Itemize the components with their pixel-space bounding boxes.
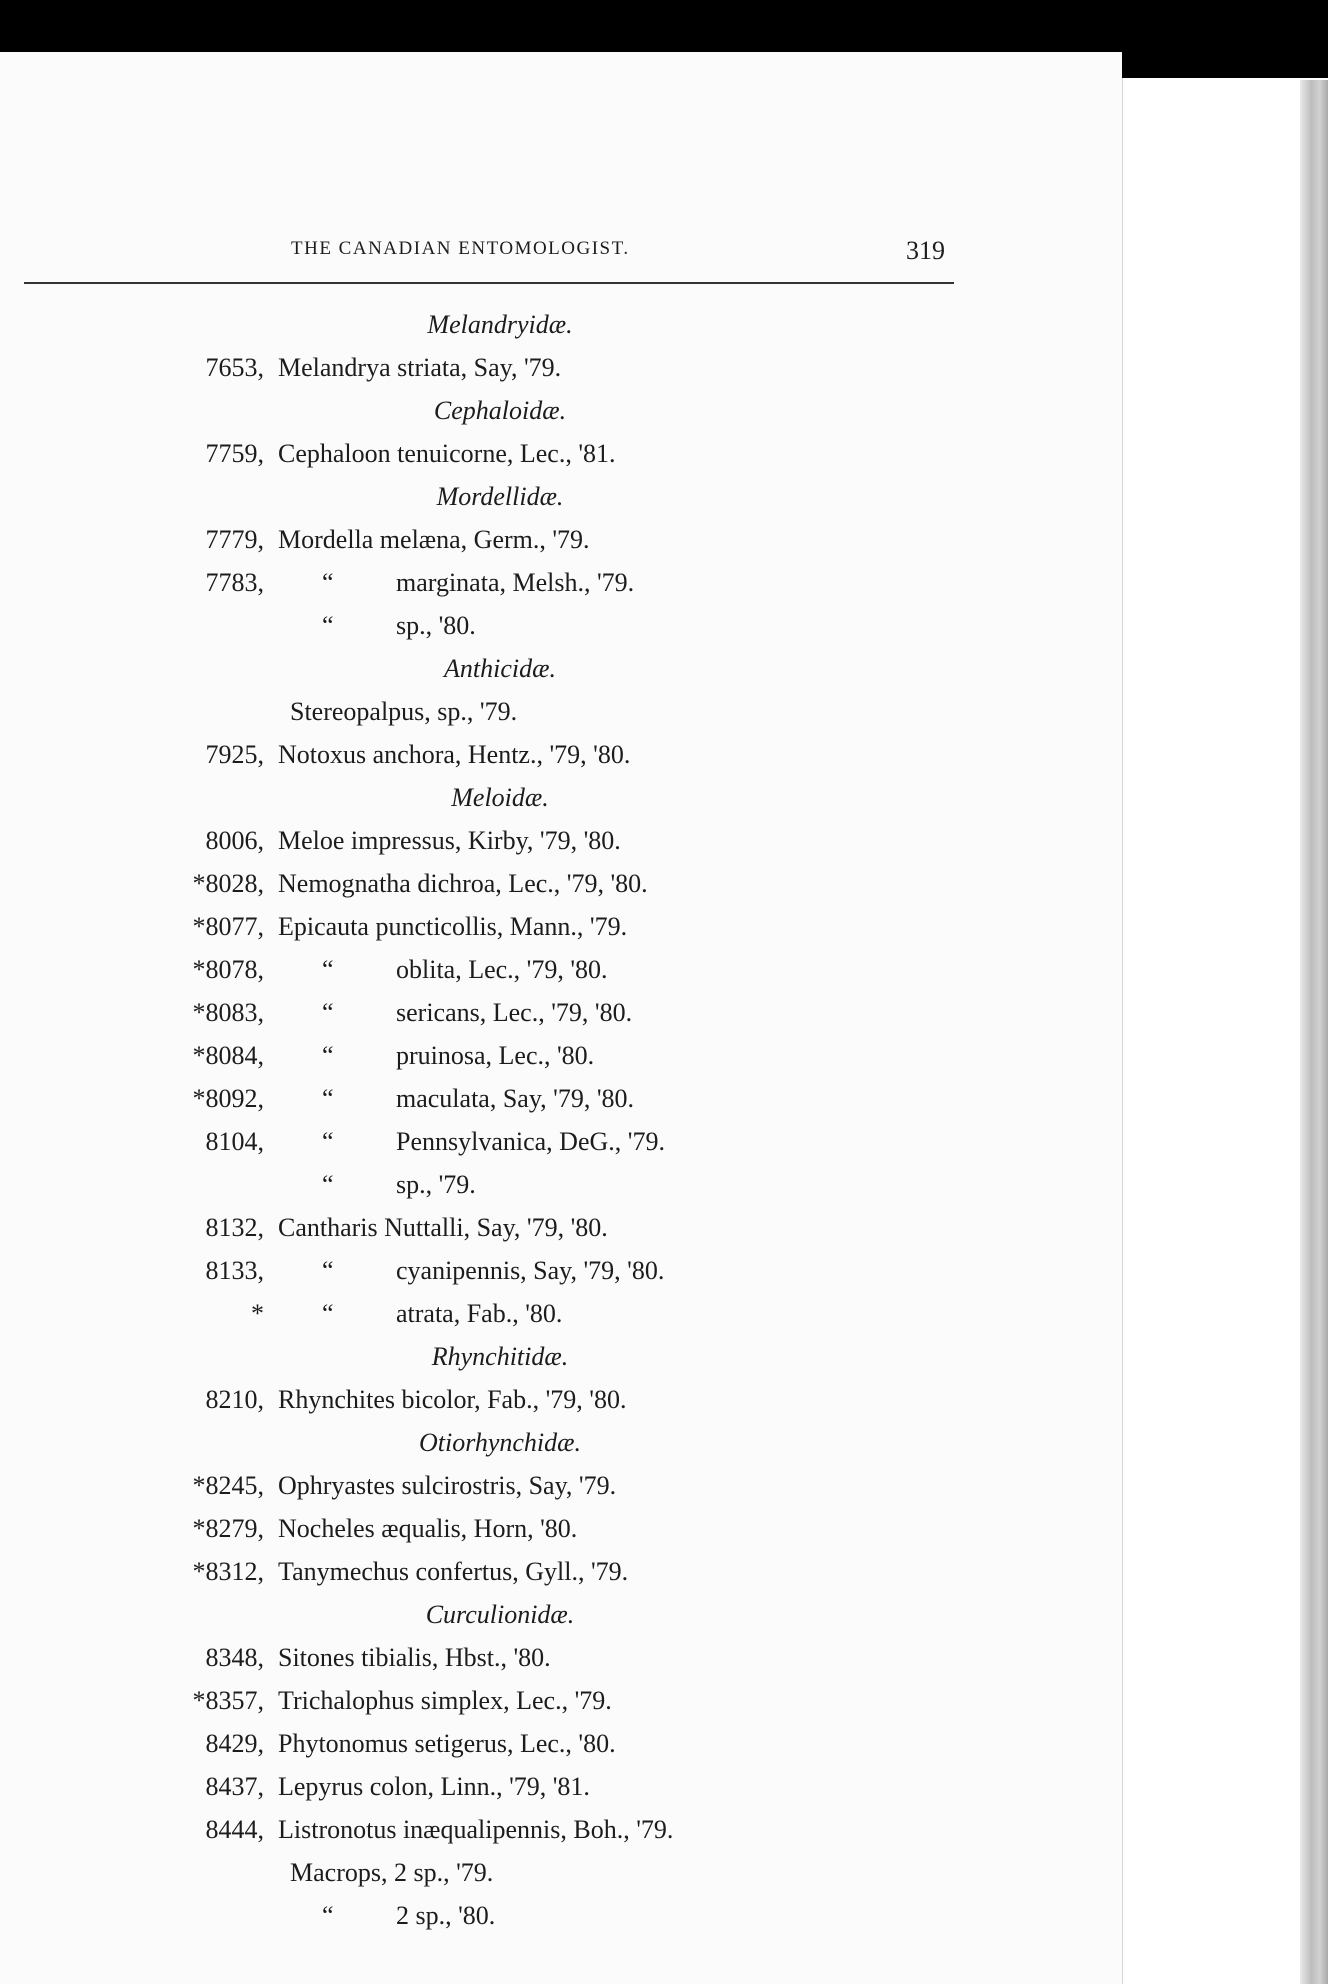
page-number: 319 — [906, 236, 945, 265]
catalogue-number: 8133, — [205, 1256, 264, 1285]
species-name: Melandrya striata, Say, '79. — [278, 353, 562, 382]
catalogue-number: *8357, — [192, 1686, 264, 1715]
catalogue-number: 8437, — [205, 1772, 264, 1801]
species-name: Lepyrus colon, Linn., '79, '81. — [278, 1772, 590, 1801]
species-name: Cantharis Nuttalli, Say, '79, '80. — [278, 1213, 608, 1242]
species-name: Tanymechus confertus, Gyll., '79. — [278, 1557, 629, 1586]
ditto-mark: “ — [322, 1299, 334, 1328]
family-heading: Otiorhynchidæ. — [418, 1428, 582, 1457]
species-name: 2 sp., '80. — [396, 1901, 496, 1930]
catalogue-number: *8092, — [192, 1084, 264, 1113]
catalogue-number: 8006, — [205, 826, 264, 855]
running-header: THE CANADIAN ENTOMOLOGIST. — [291, 238, 630, 259]
species-name: pruinosa, Lec., '80. — [396, 1041, 595, 1070]
page-edge — [1122, 52, 1328, 1984]
species-name: sp., '80. — [396, 611, 476, 640]
catalogue-number: 8132, — [205, 1213, 264, 1242]
catalogue-number: *8245, — [192, 1471, 264, 1500]
family-heading: Meloidæ. — [451, 783, 549, 812]
catalogue-number: 8210, — [205, 1385, 264, 1414]
catalogue-number: *8078, — [192, 955, 264, 984]
species-name: Macrops, 2 sp., '79. — [290, 1858, 494, 1887]
ditto-mark: “ — [322, 1127, 334, 1156]
family-heading: Anthicidæ. — [444, 654, 556, 683]
species-name: atrata, Fab., '80. — [396, 1299, 563, 1328]
catalogue-number: *8077, — [192, 912, 264, 941]
catalogue-number: 7653, — [205, 353, 264, 382]
ditto-mark: “ — [322, 1084, 334, 1113]
family-heading: Rhynchitidæ. — [431, 1342, 569, 1371]
ditto-mark: “ — [322, 998, 334, 1027]
species-name: oblita, Lec., '79, '80. — [396, 955, 608, 984]
family-heading: Cephaloidæ. — [433, 396, 567, 425]
species-name: Notoxus anchora, Hentz., '79, '80. — [278, 740, 631, 769]
catalogue-number: *8279, — [192, 1514, 264, 1543]
species-name: sp., '79. — [396, 1170, 476, 1199]
ditto-mark: “ — [322, 955, 334, 984]
scan-background — [1122, 0, 1328, 78]
catalogue-number: *8084, — [192, 1041, 264, 1070]
species-name: Ophryastes sulcirostris, Say, '79. — [278, 1471, 617, 1500]
ditto-mark: “ — [322, 1170, 334, 1199]
species-name: Mordella melæna, Germ., '79. — [278, 525, 590, 554]
species-name: Rhynchites bicolor, Fab., '79, '80. — [278, 1385, 627, 1414]
species-name: Listronotus inæqualipennis, Boh., '79. — [278, 1815, 674, 1844]
ditto-mark: “ — [322, 1256, 334, 1285]
species-name: Epicauta puncticollis, Mann., '79. — [278, 912, 628, 941]
page-stack-edge — [1300, 80, 1328, 1984]
family-heading: Mordellidæ. — [436, 482, 564, 511]
ditto-mark: “ — [322, 568, 334, 597]
catalogue-number: 8348, — [205, 1643, 264, 1672]
species-name: Phytonomus setigerus, Lec., '80. — [278, 1729, 616, 1758]
catalogue-number: 7925, — [205, 740, 264, 769]
catalogue-number: 7759, — [205, 439, 264, 468]
ditto-mark: “ — [322, 611, 334, 640]
family-heading: Melandryidæ. — [427, 310, 573, 339]
species-name: Meloe impressus, Kirby, '79, '80. — [278, 826, 621, 855]
catalogue-number: 8429, — [205, 1729, 264, 1758]
catalogue-number: *8083, — [192, 998, 264, 1027]
species-name: cyanipennis, Say, '79, '80. — [396, 1256, 665, 1285]
catalogue-number: * — [251, 1299, 264, 1328]
species-name: Stereopalpus, sp., '79. — [290, 697, 518, 726]
species-name: sericans, Lec., '79, '80. — [396, 998, 633, 1027]
catalogue-number: 7779, — [205, 525, 264, 554]
header-rule — [24, 282, 954, 284]
ditto-mark: “ — [322, 1041, 334, 1070]
species-name: Trichalophus simplex, Lec., '79. — [278, 1686, 612, 1715]
species-name: marginata, Melsh., '79. — [396, 568, 635, 597]
catalogue-number: *8028, — [192, 869, 264, 898]
catalogue-number: 8104, — [205, 1127, 264, 1156]
catalogue-number: 8444, — [205, 1815, 264, 1844]
ditto-mark: “ — [322, 1901, 334, 1930]
species-name: Cephaloon tenuicorne, Lec., '81. — [278, 439, 616, 468]
species-name: Nocheles æqualis, Horn, '80. — [278, 1514, 578, 1543]
species-name: Nemognatha dichroa, Lec., '79, '80. — [278, 869, 648, 898]
catalogue-number: 7783, — [205, 568, 264, 597]
catalogue-number: *8312, — [192, 1557, 264, 1586]
family-heading: Curculionidæ. — [425, 1600, 575, 1629]
species-name: Sitones tibialis, Hbst., '80. — [278, 1643, 551, 1672]
species-name: maculata, Say, '79, '80. — [396, 1084, 635, 1113]
species-name: Pennsylvanica, DeG., '79. — [396, 1127, 665, 1156]
